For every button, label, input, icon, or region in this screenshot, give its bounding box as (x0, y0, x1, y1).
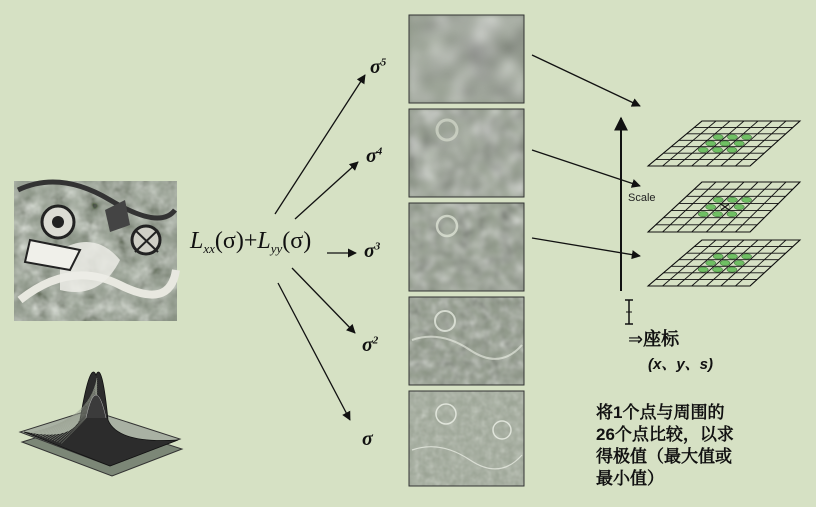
arrow-to-grid-bottom (532, 238, 640, 256)
scale-grids (648, 121, 800, 286)
scale-image-sigma4 (409, 109, 524, 197)
arrow-to-grid-top (532, 55, 640, 106)
sample-point (742, 197, 752, 202)
grid-top (648, 121, 800, 166)
scale-space-stack (409, 15, 524, 486)
scale-image-sigma1 (409, 391, 524, 486)
sample-point (706, 204, 716, 209)
coordinate-tuple: (x、y、s) (648, 356, 714, 373)
sample-point (727, 147, 737, 152)
implies-arrow-icon: ⇒ (628, 329, 644, 349)
sigma-label-5: $\sigma^5$ (370, 56, 387, 78)
coordinate-heading: ⇒座标 (628, 329, 680, 349)
sample-point (742, 134, 752, 139)
sample-point (727, 197, 737, 202)
sample-point (706, 141, 716, 146)
scale-image-sigma5 (409, 15, 524, 103)
sample-point (720, 260, 730, 265)
arrow-to-sigma4 (295, 162, 358, 219)
scale-image-sigma3 (409, 203, 524, 291)
sample-point (713, 267, 723, 272)
scale-image-sigma2 (409, 297, 524, 385)
sample-point (734, 141, 744, 146)
sample-point (734, 260, 744, 265)
sigma-label-3: $\sigma^3$ (364, 240, 381, 262)
arrow-to-sigma1 (278, 283, 350, 420)
sample-point (698, 212, 708, 217)
sample-point (706, 260, 716, 265)
source-image (14, 181, 177, 321)
sample-point (720, 141, 730, 146)
sample-point (713, 134, 723, 139)
sample-point (734, 204, 744, 209)
grid-arrows (532, 55, 640, 256)
gaussian-surface (20, 372, 182, 476)
sigma-label-2: $\sigma^2$ (362, 334, 379, 356)
grid-middle (648, 182, 800, 232)
text-cursor-icon (625, 300, 633, 324)
arrow-to-grid-middle (532, 150, 640, 186)
grid-bottom (648, 240, 800, 286)
arrow-to-sigma2 (292, 268, 355, 333)
sample-point (727, 134, 737, 139)
scale-axis-label: Scale (628, 192, 656, 204)
sigma-label-4: $\sigma^4$ (366, 145, 383, 167)
sample-point (727, 254, 737, 259)
sigma-label-1: σ (362, 428, 373, 450)
sample-point (713, 212, 723, 217)
sample-point (713, 254, 723, 259)
sample-point (713, 147, 723, 152)
sample-point (742, 254, 752, 259)
sample-point (698, 147, 708, 152)
sample-point (713, 197, 723, 202)
laplacian-formula: $L_{xx}(\sigma)+L_{yy}(\sigma)$ (190, 228, 312, 256)
extremum-description: 将1个点与周围的 26个点比较，以求 得极值（最大值或 最小值） (596, 403, 734, 488)
sample-point (698, 267, 708, 272)
sample-point (727, 267, 737, 272)
arrow-to-sigma5 (275, 75, 365, 214)
sample-point (727, 212, 737, 217)
